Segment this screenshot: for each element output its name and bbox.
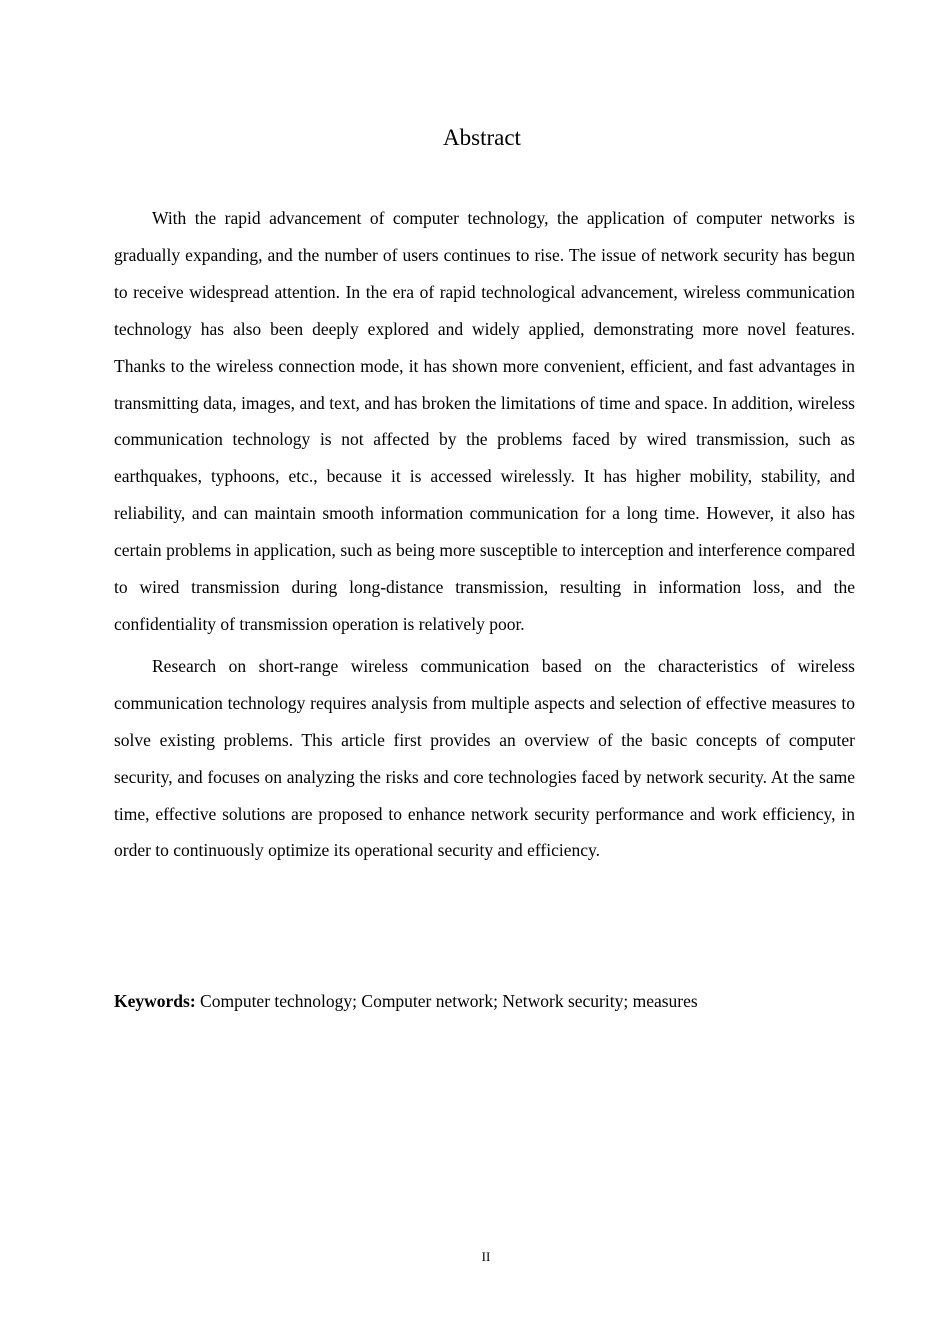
- keywords-text: Computer technology; Computer network; Network security; measures: [200, 991, 698, 1011]
- page-number: II: [481, 1249, 491, 1264]
- abstract-body: [114, 200, 855, 869]
- keywords-line: [114, 985, 855, 1017]
- abstract-paragraph-1: With the rapid advancement of computer technology, the application of computer networks is gradually expanding, and the number of users continues to rise. The issue of network security has begun to receive widespread attention. In the era of rapid technological advancement, wireless communication technology has also been deeply explored and widely applied, demonstrating more novel features. Thanks to the wireless connection mode, it has shown more convenient, efficient, and fast advantages in transmitting data, images, and text, and has broken the limitations of time and space. In addition, wireless communication technology is not affected by the problems faced by wired transmission, such as earthquakes, typhoons, etc., because it is accessed wirelessly. It has higher mobility, stability, and reliability, and can maintain smooth information communication for a long time. However, it also has certain problems in application, such as being more susceptible to interception and interference compared to wired transmission during long-distance transmission, resulting in information loss, and the confidentiality of transmission operation is relatively poor.: [114, 208, 855, 634]
- page-title: Abstract: [443, 125, 521, 150]
- keywords-label: Keywords:: [114, 991, 196, 1011]
- abstract-paragraph-2: Research on short-range wireless communication based on the characteristics of wireless communication technology requires analysis from multiple aspects and selection of effective measures to solve existing problems. This article first provides an overview of the basic concepts of computer security, and focuses on analyzing the risks and core technologies faced by network security. At the same time, effective solutions are proposed to enhance network security performance and work efficiency, in order to continuously optimize its operational security and efficiency.: [114, 655, 855, 861]
